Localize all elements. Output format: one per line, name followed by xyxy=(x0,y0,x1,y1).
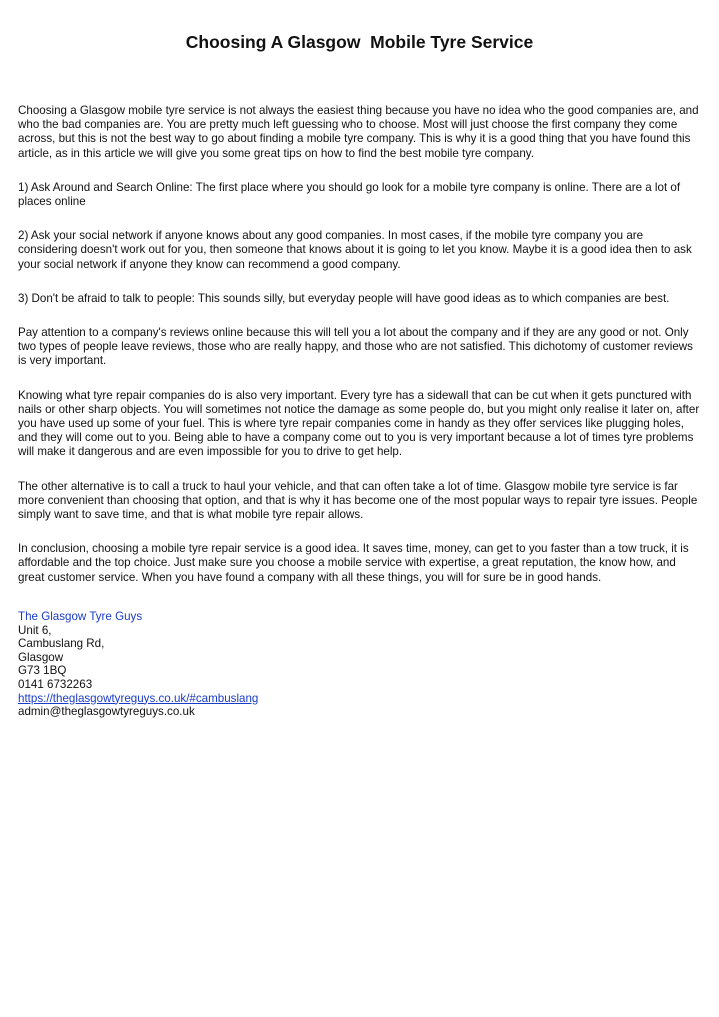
paragraph-alternative: The other alternative is to call a truck to haul your vehicle, and that can often take a lot of time. Glasgow mobile tyre service is far more convenient than choosing that option, and that is why it has become one of the most popular ways to repair tyre issues. People simply want to save time, and that is what mobile tyre repair allows. xyxy=(18,479,698,522)
paragraph-reviews: Pay attention to a company's reviews online because this will tell you a lot about the company and if they are any good or not. Only two types of people leave reviews, those who are really happy, and those who are not satisfied. This dichotomy of customer reviews is very important. xyxy=(18,326,693,368)
email-address: admin@theglasgowtyreguys.co.uk xyxy=(18,705,195,719)
page-title: Choosing A Glasgow Mobile Tyre Service xyxy=(185,32,534,52)
contact-block xyxy=(18,610,702,719)
company-name-link[interactable]: The Glasgow Tyre Guys xyxy=(18,610,143,623)
article-body xyxy=(18,104,702,605)
phone-number: 0141 6732263 xyxy=(18,677,93,691)
paragraph-tip-1: 1) Ask Around and Search Online: The first place where you should go look for a mobile tyre company is online. There are a lot of places online xyxy=(18,180,681,209)
paragraph-repair: Knowing what tyre repair companies do is also very important. Every tyre has a sidewall that can be cut when it gets punctured with nails or other sharp objects. You will sometimes not notice the damage as some people do, but you might only realise it later on, after you have used up some of your fuel. This is where tyre repair companies come in handy as they offer services like plugging holes, and they will come out to you. Being able to have a company come out to you is very important because a lot of times tyre problems will make it dangerous and are even impossible for you to drive to get help. xyxy=(18,388,700,459)
paragraph-intro: Choosing a Glasgow mobile tyre service is not always the easiest thing because you have no idea who the good companies are, and who the bad companies are. You are pretty much left guessing who to choose. Most will just choose the first company they come across, but this is not the best way to go about finding a mobile tyre company. This is why it is a good thing that you have found this article, as in this article we will give you some great tips on how to find the best mobile tyre company. xyxy=(18,104,699,160)
address-line-2: Cambuslang Rd, xyxy=(18,637,105,651)
paragraph-conclusion: In conclusion, choosing a mobile tyre repair service is a good idea. It saves time, money, can get to you faster than a tow truck, it is affordable and the top choice. Just make sure you choose a mobile service with expertise, a great reputation, the know how, and great customer service. When you have found a company with all these things, you will for sure be in good hands. xyxy=(18,542,689,584)
address-postcode: G73 1BQ xyxy=(18,664,67,678)
paragraph-tip-3: 3) Don't be afraid to talk to people: This sounds silly, but everyday people will have good ideas as to which companies are best. xyxy=(18,291,670,305)
website-link[interactable]: https://theglasgowtyreguys.co.uk/#cambuslang xyxy=(18,691,259,705)
address-line-1: Unit 6, xyxy=(18,623,52,637)
address-city: Glasgow xyxy=(18,650,64,664)
paragraph-tip-2: 2) Ask your social network if anyone knows about any good companies. In most cases, if the mobile tyre company you are considering doesn't work out for you, then someone that knows about it is going to let you know. Maybe it is a good idea then to ask your social network if anyone they know can recommend a good company. xyxy=(18,229,692,271)
